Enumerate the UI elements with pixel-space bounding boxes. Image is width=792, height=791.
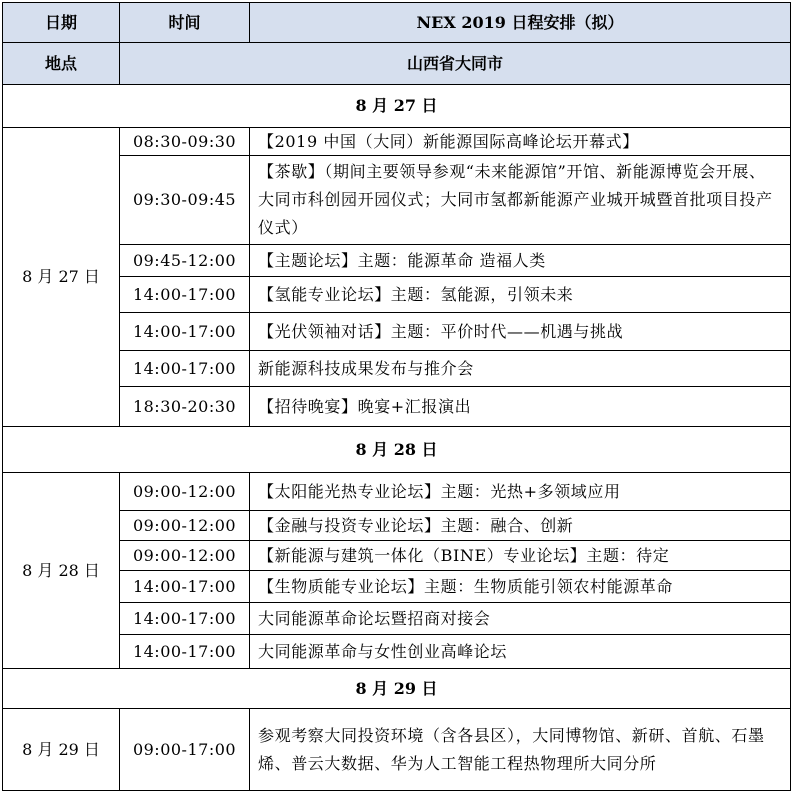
- time-cell: 14:00-17:00: [120, 635, 250, 669]
- time-cell: 14:00-17:00: [120, 351, 250, 387]
- time-cell: 09:00-17:00: [120, 709, 250, 791]
- event-cell: 【光伏领袖对话】主题：平价时代——机遇与挑战: [250, 313, 791, 351]
- event-cell: 【招待晚宴】晚宴+汇报演出: [250, 387, 791, 427]
- table-row: [3, 541, 791, 571]
- table-row: [3, 571, 791, 603]
- time-cell: 14:00-17:00: [120, 571, 250, 603]
- time-cell: 09:30-09:45: [120, 156, 250, 245]
- date-cell: 8 月 27 日: [3, 128, 120, 427]
- time-cell: 09:00-12:00: [120, 473, 250, 511]
- column-header-time: 时间: [120, 3, 250, 43]
- time-cell: 09:45-12:00: [120, 245, 250, 277]
- event-cell: 【生物质能专业论坛】主题：生物质能引领农村能源革命: [250, 571, 791, 603]
- table-row: [3, 635, 791, 669]
- header-row: [3, 3, 791, 43]
- table-row: [3, 245, 791, 277]
- event-cell: 大同能源革命论坛暨招商对接会: [250, 603, 791, 635]
- event-cell: 【氢能专业论坛】主题：氢能源，引领未来: [250, 277, 791, 313]
- schedule-table: [2, 2, 791, 791]
- day-heading: 8 月 28 日: [3, 427, 791, 473]
- event-cell: 参观考察大同投资环境（含各县区），大同博物馆、新研、首航、石墨烯、普云大数据、华为人工智能工程热物理所大同分所: [250, 709, 791, 791]
- day-heading: 8 月 29 日: [3, 669, 791, 709]
- time-cell: 08:30-09:30: [120, 128, 250, 156]
- table-row: [3, 387, 791, 427]
- table-row: [3, 511, 791, 541]
- event-cell: 【新能源与建筑一体化（BINE）专业论坛】主题：待定: [250, 541, 791, 571]
- date-cell: 8 月 28 日: [3, 473, 120, 669]
- time-cell: 18:30-20:30: [120, 387, 250, 427]
- table-row: [3, 603, 791, 635]
- time-cell: 14:00-17:00: [120, 603, 250, 635]
- date-cell: 8 月 29 日: [3, 709, 120, 791]
- table-row: [3, 277, 791, 313]
- event-cell: 【太阳能光热专业论坛】主题：光热+多领域应用: [250, 473, 791, 511]
- event-cell: 【茶歇】（期间主要领导参观“未来能源馆”开馆、新能源博览会开展、大同市科创园开园仪式；大同市氢都新能源产业城开城暨首批项目投产仪式）: [250, 156, 791, 245]
- time-cell: 09:00-12:00: [120, 541, 250, 571]
- event-cell: 大同能源革命与女性创业高峰论坛: [250, 635, 791, 669]
- time-cell: 14:00-17:00: [120, 313, 250, 351]
- schedule-title: NEX 2019 日程安排（拟）: [250, 3, 791, 43]
- table-row: [3, 351, 791, 387]
- time-cell: 14:00-17:00: [120, 277, 250, 313]
- location-row: [3, 43, 791, 85]
- location-value: 山西省大同市: [120, 43, 791, 85]
- table-row: [3, 128, 791, 156]
- day-heading: 8 月 27 日: [3, 85, 791, 128]
- table-row: [3, 709, 791, 791]
- location-label: 地点: [3, 43, 120, 85]
- event-cell: 新能源科技成果发布与推介会: [250, 351, 791, 387]
- day-heading-row: [3, 427, 791, 473]
- column-header-date: 日期: [3, 3, 120, 43]
- event-cell: 【金融与投资专业论坛】主题：融合、创新: [250, 511, 791, 541]
- time-cell: 09:00-12:00: [120, 511, 250, 541]
- table-row: [3, 473, 791, 511]
- day-heading-row: [3, 85, 791, 128]
- table-row: [3, 313, 791, 351]
- table-row: [3, 156, 791, 245]
- day-heading-row: [3, 669, 791, 709]
- event-cell: 【主题论坛】主题：能源革命 造福人类: [250, 245, 791, 277]
- event-cell: 【2019 中国（大同）新能源国际高峰论坛开幕式】: [250, 128, 791, 156]
